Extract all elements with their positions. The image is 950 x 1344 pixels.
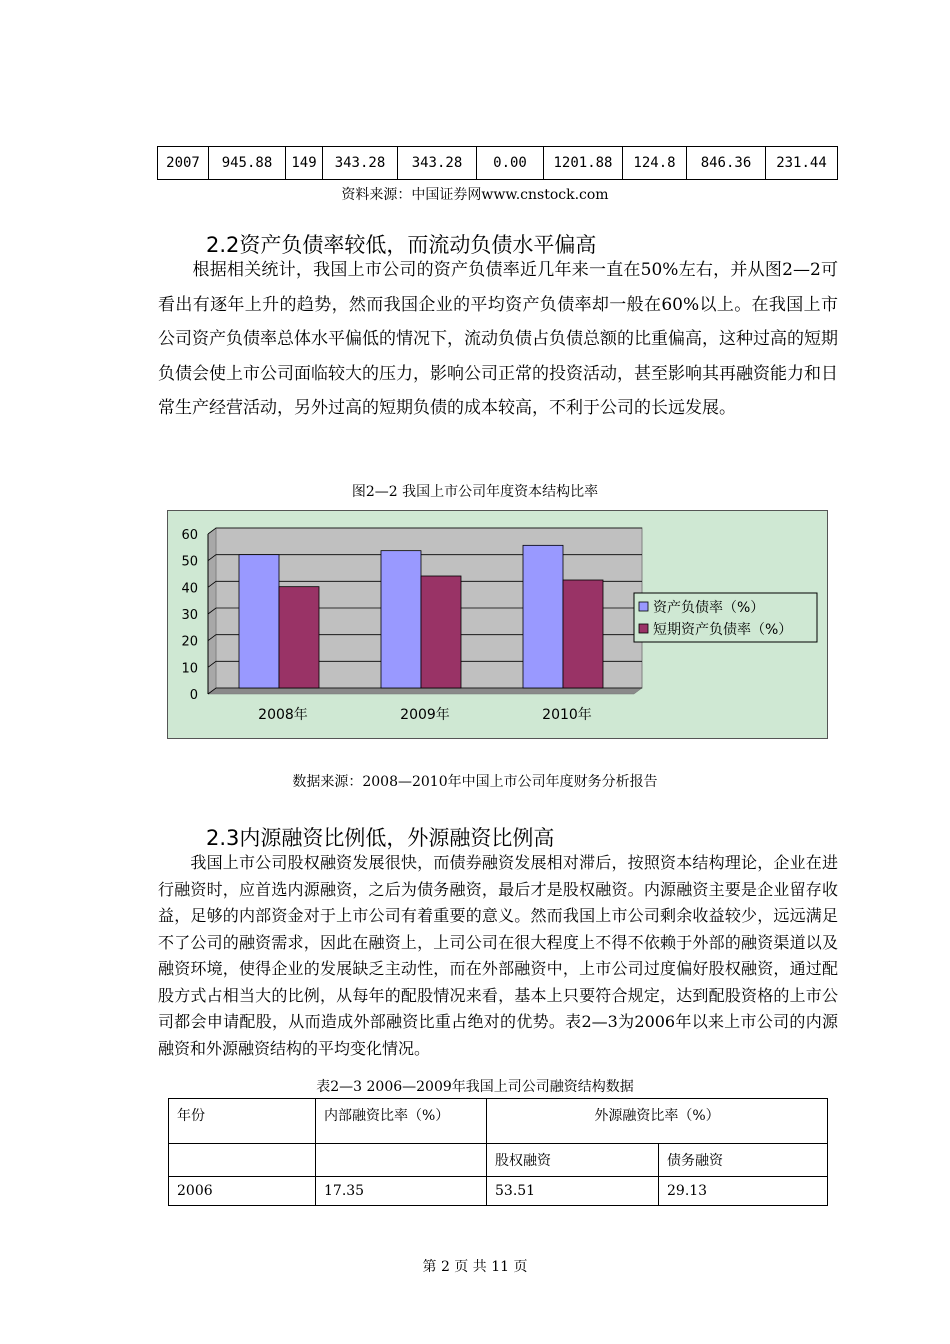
- y-tick-label: 40: [181, 581, 198, 597]
- legend-label: 资产负债率（%）: [653, 600, 765, 616]
- header-debt: 债务融资: [659, 1144, 828, 1177]
- y-tick-label: 0: [189, 688, 198, 703]
- table-row: [158, 147, 838, 180]
- table-cell: 2007: [158, 147, 209, 180]
- section-paragraph-2-2: 根据相关统计，我国上市公司的资产负债率近几年来一直在50%左右，并从图2—2可看出有逐年上升的趋势，然而我国企业的平均资产负债率却一般在60%以上。在我国上市公司资产负债率总体水平偏低的情况下，流动负债占负债总额的比重偏高，这种过高的短期负债会使上市公司面临较大的压力，影响公司正常的投资活动，甚至影响其再融资能力和日常生产经营活动，另外过高的短期负债的成本较高，不利于公司的长远发展。: [158, 260, 838, 418]
- cell-year: 2006: [169, 1177, 316, 1206]
- table-cell: 124.8: [623, 147, 687, 180]
- cell-equity: 53.51: [487, 1177, 659, 1206]
- table-subheader-row: [169, 1144, 828, 1177]
- legend-swatch: [639, 602, 648, 611]
- y-tick-label: 10: [181, 661, 198, 677]
- table-header-row: [169, 1099, 828, 1144]
- top-data-table: [157, 146, 838, 180]
- bar-debt-ratio: [381, 551, 421, 688]
- legend-swatch: [639, 624, 648, 633]
- x-tick-label: 2008年: [258, 707, 308, 723]
- financing-structure-table: [168, 1098, 828, 1206]
- section-heading-2-2: 2.2资产负债率较低，而流动负债水平偏高: [206, 233, 597, 257]
- table-cell: 343.28: [398, 147, 477, 180]
- cell-internal: 17.35: [316, 1177, 487, 1206]
- bar-short-term-debt-ratio: [563, 580, 603, 688]
- table-cell: 846.36: [687, 147, 766, 180]
- y-tick-label: 60: [181, 528, 198, 543]
- cell-debt: 29.13: [659, 1177, 828, 1206]
- table-cell: 231.44: [766, 147, 838, 180]
- chart-container: [167, 510, 828, 739]
- table-cell: 343.28: [323, 147, 398, 180]
- bar-chart: [168, 511, 827, 738]
- figure-source-note: 数据来源：2008—2010年中国上市公司年度财务分析报告: [292, 774, 658, 790]
- chart-floor: [208, 688, 642, 694]
- header-internal: 内部融资比率（%）: [316, 1099, 487, 1144]
- legend-label: 短期资产负债率（%）: [653, 622, 793, 638]
- header-equity: 股权融资: [487, 1144, 659, 1177]
- y-tick-label: 30: [181, 608, 198, 623]
- bar-debt-ratio: [239, 555, 279, 688]
- bar-debt-ratio: [523, 545, 563, 688]
- y-tick-label: 20: [181, 634, 198, 650]
- table-cell: 1201.88: [544, 147, 623, 180]
- x-tick-label: 2009年: [400, 707, 450, 723]
- table-source-note: 资料来源：中国证券网www.cnstock.com: [341, 187, 609, 203]
- section-heading-2-3: 2.3内源融资比例低，外源融资比例高: [206, 826, 555, 850]
- y-tick-label: 50: [181, 554, 198, 570]
- table-row: [169, 1177, 828, 1206]
- table-cell: 149: [286, 147, 323, 180]
- subheader-empty: [316, 1144, 487, 1177]
- table-cell: 945.88: [209, 147, 286, 180]
- x-tick-label: 2010年: [542, 707, 592, 723]
- table-caption: 表2—3 2006—2009年我国上司公司融资结构数据: [316, 1079, 634, 1095]
- table-cell: 0.00: [477, 147, 544, 180]
- figure-caption: 图2—2 我国上市公司年度资本结构比率: [351, 484, 599, 500]
- subheader-empty: [169, 1144, 316, 1177]
- bar-short-term-debt-ratio: [279, 587, 319, 688]
- page-footer: 第 2 页 共 11 页: [422, 1259, 528, 1275]
- section-paragraph-2-3: 我国上市公司股权融资发展很快，而债券融资发展相对滞后，按照资本结构理论，企业在进行融资时，应首选内源融资，之后为债务融资，最后才是股权融资。内源融资主要是企业留存收益，足够的内部资金对于上市公司有着重要的意义。然而我国上市公司剩余收益较少，远远满足不了公司的融资需求，因此在融资上，上司公司在很大程度上不得不依赖于外部的融资渠道以及融资环境，使得企业的发展缺乏主动性，而在外部融资中，上市公司过度偏好股权融资，通过配股方式占相当大的比例，从每年的配股情况来看，基本上只要符合规定，达到配股资格的上市公司都会申请配股，从而造成外部融资比重占绝对的优势。表2—3为2006年以来上市公司的内源融资和外源融资结构的平均变化情况。: [158, 853, 838, 1058]
- header-external: 外源融资比率（%）: [487, 1099, 828, 1144]
- header-year: 年份: [169, 1099, 316, 1144]
- bar-short-term-debt-ratio: [421, 576, 461, 688]
